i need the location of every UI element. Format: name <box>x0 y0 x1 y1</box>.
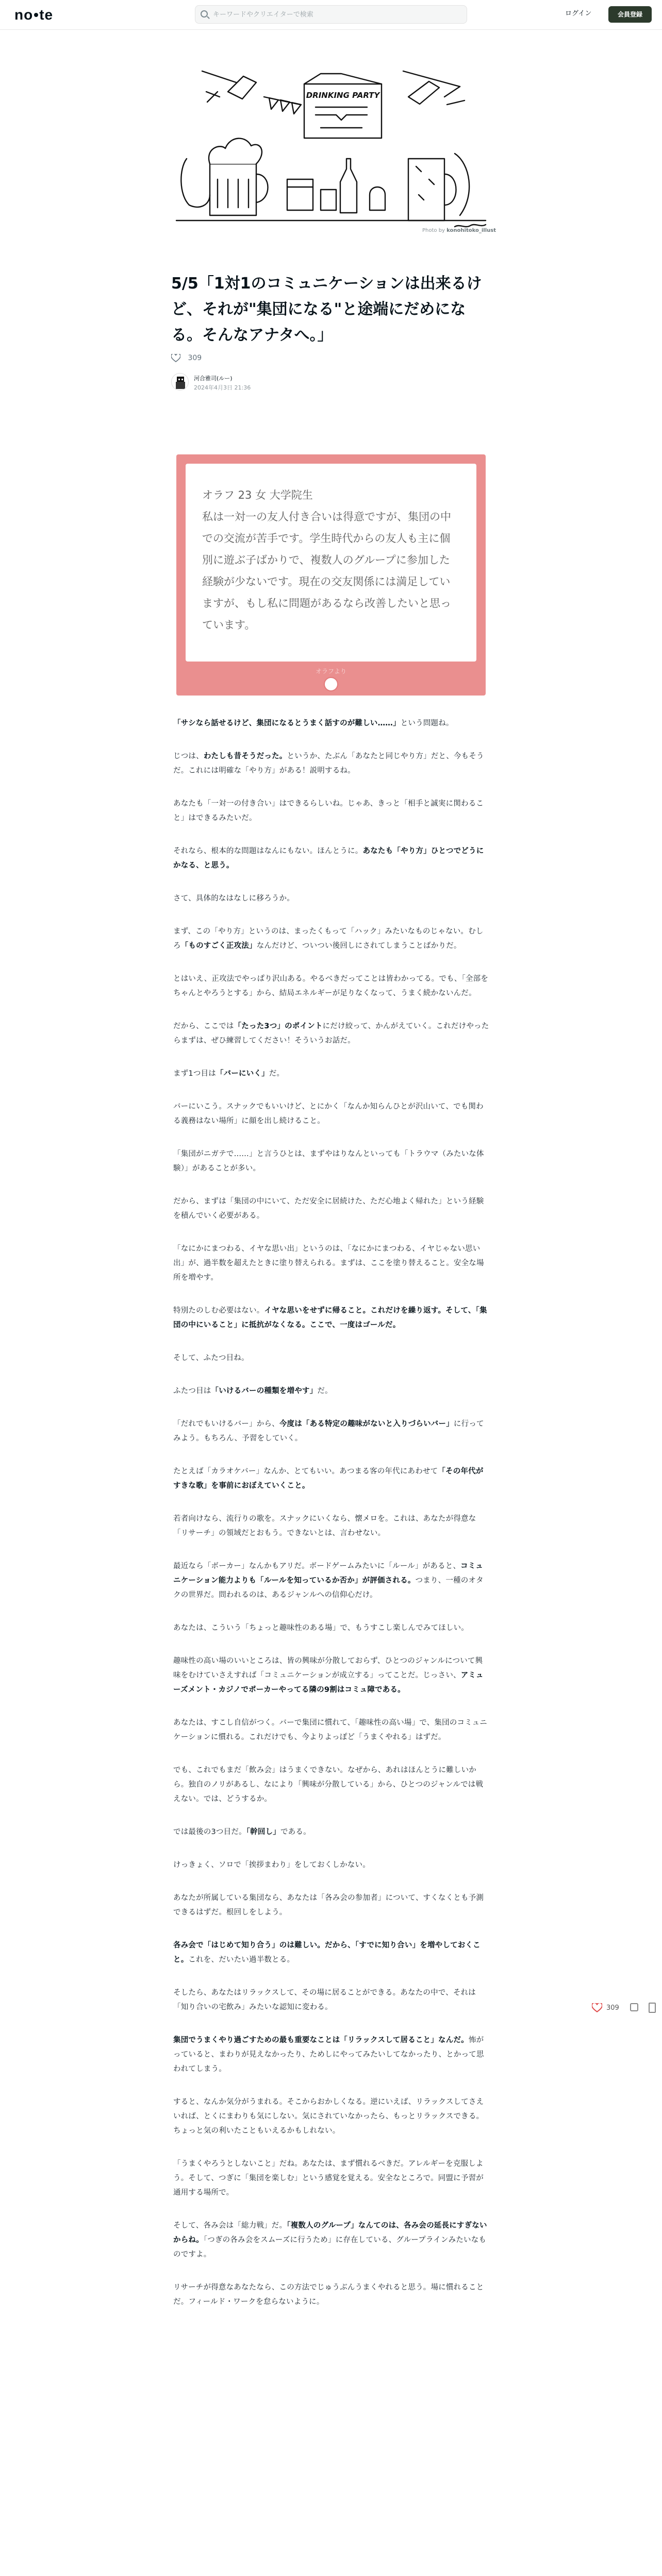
emphasis-text: 今度は「ある特定の趣味がないと入りづらいバー」 <box>279 1420 454 1428</box>
search-box[interactable] <box>195 5 467 24</box>
body-text: たとえば「カラオケバー」なんか、とてもいい。あつまる客の年代にあわせて <box>173 1467 438 1476</box>
body-paragraph <box>173 1654 490 1697</box>
note-logo[interactable]: no te <box>14 7 54 23</box>
emphasis-text: 「ものすごく正攻法」 <box>180 942 257 950</box>
floating-actions <box>588 2001 660 2016</box>
body-text: これを、だいたい過半数とる。 <box>188 1956 295 1964</box>
body-paragraph <box>173 1464 490 1493</box>
body-text: さて、具体的なはなしに移ろうか。 <box>173 894 294 903</box>
credit-prefix: Photo by <box>422 228 445 233</box>
body-paragraph <box>173 1303 490 1332</box>
body-text: けっきょく、ソロで「挨拶まわり」をしておくしかない。 <box>173 1861 370 1869</box>
body-paragraph <box>173 1066 490 1081</box>
emphasis-text: 「複数人のグループ」なんてのは、各み会の延長にすぎないからね。 <box>173 2222 487 2244</box>
side-like-count: 309 <box>606 2004 619 2012</box>
body-text: まず、この「やり方」というのは、まったくもって「ハック」みたいなものじゃない。むしろ <box>173 927 484 950</box>
body-text: 特別たのしむ必要はない。 <box>173 1307 264 1315</box>
emphasis-text: 「その年代がすきな歌」を事前におぼえていくこと。 <box>173 1467 484 1490</box>
emphasis-text: アミューズメント・カジノでポーカーやってる隣の9割はコミュ障である。 <box>173 1671 484 1694</box>
body-paragraph <box>173 1938 490 1967</box>
body-paragraph <box>173 1986 490 2014</box>
question-card-inner <box>186 464 476 662</box>
question-card <box>176 454 486 696</box>
author-block[interactable] <box>171 372 377 393</box>
body-paragraph <box>173 1384 490 1398</box>
body-paragraph <box>173 1351 490 1365</box>
author-name[interactable]: 河合雅司(ルー) <box>194 375 233 382</box>
body-paragraph <box>173 2033 490 2076</box>
body-text: だから、まずは「集団の中にいて、ただ安全に居続けた、ただ心地よく帰れた」という経験を積んでいく必要がある。 <box>173 1197 484 1220</box>
body-text: だ。 <box>269 1070 285 1078</box>
body-text: そしたら、あなたはリラックスして、その場に居ることができる。あなたの中で、それは「知り合いの宅飲み」みたいな認知に変わる。 <box>173 1989 476 2011</box>
hero-illustration <box>166 56 496 231</box>
article-title: 5/5「1対1のコミュニケーションは出来るけど、それが"集団になる"と途端にだめになる。そんなアナタへ。」 <box>171 275 482 344</box>
body-paragraph <box>173 1417 490 1446</box>
emphasis-text: あなたも「やり方」ひとつでどうにかなる、と思う。 <box>173 847 484 870</box>
body-text: リサーチが得意なあなたなら、この方法でじゅうぶんうまくやれると思う。場に慣れることだ。フィールド・ワークを怠らないように。 <box>173 2283 484 2306</box>
body-text: 怖がっていると、まわりが見えなかったり、ためしにやってみたいしてなかったり、とかって思われてしまう。 <box>173 2036 484 2073</box>
body-text: という問題ね。 <box>400 719 454 727</box>
body-text: あなたは、すこし自信がつく。バーで集団に慣れて、「趣味性の高い場」で、集団のコミュニケーションに慣れる。これだけでも、今よりよっぽど「うまくやれる」はずだ。 <box>173 1719 487 1741</box>
question-badge-icon <box>324 677 338 691</box>
body-text: とはいえ、正攻法でやっぱり沢山ある。やるべきだってことは皆わかってる。でも、「全部をちゃんとやろうとする」から、結局エネルギーが足りなくなって、うまく続かないんだ。 <box>173 975 489 997</box>
body-paragraph <box>173 1194 490 1223</box>
credit-author[interactable]: konohitoko_illust <box>446 228 496 233</box>
body-text: そして、ふたつ目ね。 <box>173 1354 249 1362</box>
site-header <box>0 0 662 30</box>
question-header: オラフ 23 女 大学院生 <box>202 489 313 501</box>
body-text: である。 <box>280 1828 311 1836</box>
body-text: に行ってみよう。もちろん、予習をしていく。 <box>173 1420 484 1443</box>
emphasis-text: 「バーにいく」 <box>216 1070 269 1078</box>
like-count: 309 <box>188 354 202 362</box>
body-paragraph <box>173 1716 490 1744</box>
body-text: バーにいこう。スナックでもいいけど、とにかく「なんか知らんひとが沢山いて、でも関わる義務はない場所」に顔を出し続けること。 <box>173 1103 484 1125</box>
article-body <box>173 716 490 2328</box>
body-text: では最後の3つ目だ。 <box>173 1828 246 1836</box>
side-heart-icon[interactable] <box>592 2003 602 2012</box>
emphasis-text: 各み会で「はじめて知り合う」のは難しい。だから、「すでに知り合い」を増やしておくこと。 <box>173 1941 481 1964</box>
question-caption: オラフより <box>315 668 346 675</box>
body-paragraph <box>173 716 490 731</box>
body-text: そして、各み会は「総力戦」だ。 <box>173 2222 287 2230</box>
body-paragraph <box>173 1621 490 1635</box>
emphasis-text: 「サシなら話せるけど、集団になるとうまく話すのが難しい……」 <box>173 719 401 727</box>
body-text: なんだけど、ついつい後回しにされてしまうことばかりだ。 <box>256 942 461 950</box>
search-input[interactable] <box>213 6 460 23</box>
body-paragraph <box>173 2280 490 2309</box>
body-paragraph <box>173 924 490 953</box>
search-icon <box>201 10 208 18</box>
author-avatar[interactable] <box>171 373 189 391</box>
emphasis-text: コミュニケーション能力よりも「ルールを知っているか否か」が評価される。 <box>173 1562 483 1585</box>
drinking-party-illustration <box>166 56 496 231</box>
sign-text: DRINKING PARTY <box>306 91 380 100</box>
share-icon[interactable] <box>630 2003 638 2011</box>
body-paragraph <box>173 891 490 906</box>
body-paragraph <box>173 1825 490 1839</box>
emphasis-text: イヤな思いをせずに帰ること。これだけを繰り返す。そして、「集団の中にいること」に抵抗がなくなる。ここで、一度はゴールだ。 <box>173 1307 487 1329</box>
body-paragraph <box>173 1512 490 1540</box>
body-paragraph <box>173 796 490 825</box>
body-paragraph <box>173 2218 490 2262</box>
emphasis-text: わたしも昔そうだった。 <box>203 752 287 760</box>
body-paragraph <box>173 1763 490 1806</box>
body-paragraph <box>173 749 490 778</box>
avatar-icon <box>172 374 189 391</box>
body-paragraph <box>173 1147 490 1176</box>
emphasis-text: 集団でうまくやり過ごすための最も重要なことは「リラックスして居ること」なんだ。 <box>173 2036 469 2044</box>
body-paragraph <box>173 1242 490 1285</box>
body-text: にだけ絞って、かんがえていく。これだけやったらまずは、ぜひ練習してください！そういうお話だ。 <box>173 1022 489 1045</box>
body-text: 趣味性の高い場のいいところは、皆の興味が分散しておらず、ひとつのジャンルについて興味をむけていさえすれば「コミュニケーションが成立する」ってことだ。じっさい、 <box>173 1657 483 1680</box>
body-text: すると、なんか気分がうまれる。そこからおかしくなる。逆にいえば、リラックスしてさえいれば、とくにまわりも気にしない。気にされていなかったら、もっとリラックスできる。ちょっと気の利いたこともいえるかもしれない。 <box>173 2098 484 2135</box>
login-link[interactable]: ログイン <box>565 10 592 18</box>
body-text: 「集団がニガテで……」と言うひとは、まずやはりなんといっても「トラウマ（みたいな体験）」があることが多い。 <box>173 1150 484 1173</box>
body-text: あなたが所属している集団なら、あなたは「各み会の参加者」について、すくなくとも予測できるはずだ。根回しをしよう。 <box>173 1894 484 1917</box>
body-paragraph <box>173 844 490 873</box>
like-row[interactable] <box>171 354 202 362</box>
signup-button[interactable]: 会員登録 <box>608 6 652 23</box>
emphasis-text: 「たった3つ」のポイント <box>234 1022 323 1030</box>
body-text: 「だれでもいけるバー」から、 <box>173 1420 279 1428</box>
photo-credit <box>166 228 496 233</box>
body-text: 「つぎの各み会をスムーズに行うため」に存在している、グループラインみたいなものですよ。 <box>173 2236 487 2259</box>
body-text: でも、これでもまだ「飲み会」はうまくできない。なぜから、あれはほんとうに難しいから。独自のノリがあるし、なにより「興味が分散している」から、ひとつのジャンルでは戦えない。では、どうするか。 <box>173 1766 484 1803</box>
emphasis-text: 「幹回し」 <box>246 1828 280 1836</box>
body-paragraph <box>173 1019 490 1048</box>
body-paragraph <box>173 2095 490 2138</box>
bookmark-icon[interactable] <box>649 2003 656 2013</box>
publish-date: 2024年4月3日 21:36 <box>194 384 251 391</box>
body-text: ふたつ目は <box>173 1387 211 1395</box>
question-body: 私は一対一の友人付き合いは得意ですが、集団の中での交流が苦手です。学生時代からの友人も主に個別に遊ぶ子ばかりで、複数人のグループに参加した経験が少ないです。現在の交友関係には満足していますが、もし私に問題があるなら改善したいと思っています。 <box>202 511 451 631</box>
body-text: 若者向けなら、流行りの歌を。スナックにいくなら、懐メロを。これは、あなたが得意な「リサーチ」の領域だとおもう。できないとは、言わせない。 <box>173 1515 476 1537</box>
body-paragraph <box>173 1891 490 1920</box>
body-text: つまり、一種のオタクの世界だ。問われるのは、あるジャンルへの信仰心だけ。 <box>173 1577 484 1599</box>
body-text: じつは、 <box>173 752 204 760</box>
emphasis-text: 「いけるバーの種類を増やす」 <box>211 1387 318 1395</box>
body-text: あなたは、こういう「ちょっと趣味性のある場」で、もうすこし楽しんでみてほしい。 <box>173 1624 469 1632</box>
body-text: だ。 <box>317 1387 333 1395</box>
body-text: あなたも「一対一の付き合い」はできるらしいね。じゃあ、きっと「相手と誠実に関わること」はできるみたいだ。 <box>173 800 484 822</box>
body-paragraph <box>173 1559 490 1602</box>
body-text: 「うまくやろうとしないこと」だね。あなたは、まず慣れるべきだ。アレルギーを克服しよう。そして、つぎに「集団を楽しむ」という感覚を覚える。安全なところで。同盟に予習が通用する場所で。 <box>173 2160 484 2197</box>
body-text: 「なにかにまつわる、イヤな思い出」というのは、「なにかにまつわる、イヤじゃない思い出」が、過半数を超えたときに塗り替えられる。まずは、ここを塗り替えること。安全な場所を増やす。 <box>173 1245 484 1282</box>
body-text: 最近なら「ボーカー」なんかもアリだ。ボードゲームみたいに「ルール」があると、 <box>173 1562 461 1570</box>
body-text: それなら、根本的な問題はなんにもない。ほんとうに。 <box>173 847 363 855</box>
body-paragraph <box>173 1099 490 1128</box>
body-text: まず1つ目は <box>173 1070 216 1078</box>
body-paragraph <box>173 1858 490 1872</box>
body-paragraph <box>173 2157 490 2200</box>
heart-icon[interactable] <box>171 354 180 362</box>
body-paragraph <box>173 972 490 1001</box>
body-text: だから、ここでは <box>173 1022 234 1030</box>
body-text: というか、たぶん「あなたと同じやり方」だと、今もそうだ。これには明確な「やり方」がある！説明するね。 <box>173 752 484 775</box>
